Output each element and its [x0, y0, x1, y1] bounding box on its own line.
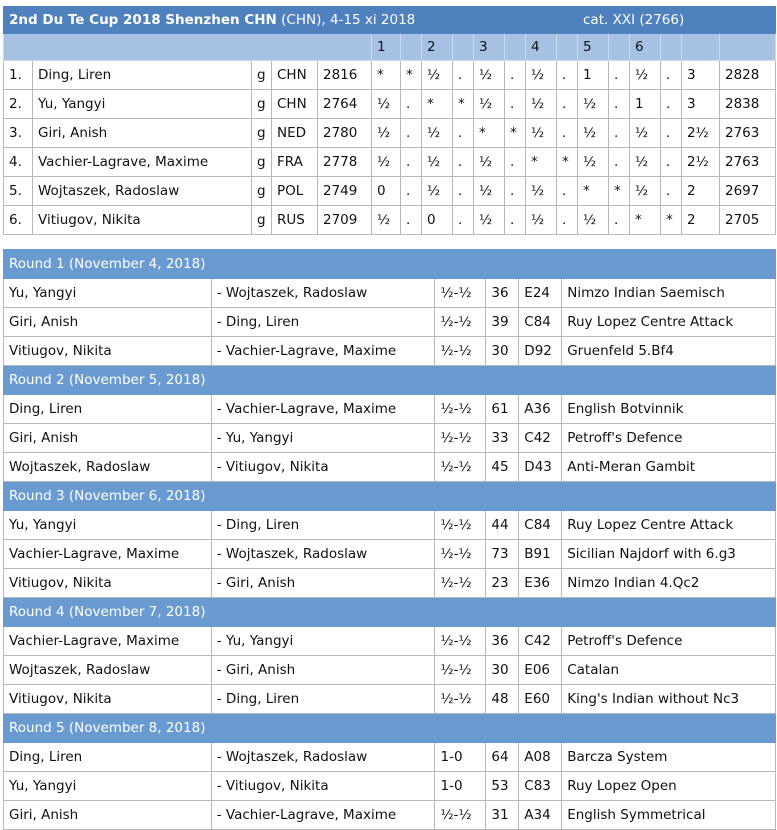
game-eco: E60: [519, 685, 562, 714]
player-title: g: [252, 90, 272, 119]
result-cell: ½: [526, 119, 557, 148]
result-cell: ½: [474, 206, 505, 235]
game-row: [4, 627, 776, 656]
game-eco: D92: [519, 337, 562, 366]
result-cell: .: [453, 177, 474, 206]
game-moves: 36: [486, 627, 519, 656]
white-player: Yu, Yangyi: [4, 772, 212, 801]
round-number-spacer: [453, 34, 474, 61]
white-player: Giri, Anish: [4, 424, 212, 453]
result-cell: .: [401, 206, 422, 235]
black-player: - Vachier-Lagrave, Maxime: [211, 801, 435, 830]
white-player: Ding, Liren: [4, 395, 212, 424]
white-player: Giri, Anish: [4, 801, 212, 830]
round-number-6: 6: [630, 34, 661, 61]
game-row: [4, 308, 776, 337]
black-player: - Wojtaszek, Radoslaw: [211, 540, 435, 569]
round-number-5: 5: [578, 34, 609, 61]
game-moves: 48: [486, 685, 519, 714]
round-number-4: 4: [526, 34, 557, 61]
result-cell: 1: [630, 90, 661, 119]
result-cell: *: [578, 177, 609, 206]
round-number-header-row: [4, 34, 776, 61]
result-cell: .: [661, 177, 682, 206]
standings-row: [4, 177, 776, 206]
result-cell: .: [453, 119, 474, 148]
black-player: - Vachier-Lagrave, Maxime: [211, 395, 435, 424]
result-cell: *: [661, 206, 682, 235]
standings-row: [4, 90, 776, 119]
result-cell: .: [609, 119, 630, 148]
result-cell: .: [505, 206, 526, 235]
result-cell: ½: [578, 148, 609, 177]
game-opening: Sicilian Najdorf with 6.g3: [562, 540, 776, 569]
game-result: ½-½: [435, 685, 486, 714]
game-opening: Barcza System: [562, 743, 776, 772]
result-cell: 1: [578, 61, 609, 90]
player-performance: 2705: [720, 206, 776, 235]
white-player: Wojtaszek, Radoslaw: [4, 656, 212, 685]
game-eco: A08: [519, 743, 562, 772]
standings-row: [4, 119, 776, 148]
player-rank: 3.: [4, 119, 33, 148]
game-eco: E24: [519, 279, 562, 308]
round-header-row: [4, 250, 776, 279]
white-player: Wojtaszek, Radoslaw: [4, 453, 212, 482]
game-row: [4, 424, 776, 453]
game-moves: 36: [486, 279, 519, 308]
result-cell: ½: [474, 177, 505, 206]
result-cell: ½: [372, 148, 401, 177]
player-title: g: [252, 148, 272, 177]
black-player: - Yu, Yangyi: [211, 424, 435, 453]
result-cell: .: [557, 177, 578, 206]
white-player: Vitiugov, Nikita: [4, 337, 212, 366]
game-opening: Nimzo Indian Saemisch: [562, 279, 776, 308]
round-number-spacer: [557, 34, 578, 61]
round-number-spacer: [401, 34, 422, 61]
result-cell: .: [661, 90, 682, 119]
header-spacer: [720, 34, 776, 61]
tournament-header-row: [4, 7, 776, 34]
game-eco: C84: [519, 511, 562, 540]
tournament-category: cat. XXI (2766): [578, 7, 776, 34]
round-number-spacer: [609, 34, 630, 61]
tournament-country: (CHN): [281, 12, 322, 28]
game-moves: 39: [486, 308, 519, 337]
result-cell: .: [557, 119, 578, 148]
game-row: [4, 540, 776, 569]
result-cell: .: [401, 119, 422, 148]
crosstable: [3, 6, 776, 235]
player-score: 2: [682, 177, 720, 206]
game-opening: English Botvinnik: [562, 395, 776, 424]
result-cell: ½: [630, 148, 661, 177]
standings-row: [4, 206, 776, 235]
game-eco: D43: [519, 453, 562, 482]
game-moves: 73: [486, 540, 519, 569]
result-cell: .: [609, 90, 630, 119]
player-rating: 2749: [318, 177, 372, 206]
black-player: - Yu, Yangyi: [211, 627, 435, 656]
result-cell: ½: [422, 61, 453, 90]
round-number-1: 1: [372, 34, 401, 61]
round-number-spacer: [505, 34, 526, 61]
result-cell: *: [401, 61, 422, 90]
game-row: [4, 279, 776, 308]
game-row: [4, 453, 776, 482]
black-player: - Vitiugov, Nikita: [211, 772, 435, 801]
result-cell: ½: [526, 177, 557, 206]
game-row: [4, 337, 776, 366]
games-table: [3, 249, 776, 830]
result-cell: .: [609, 61, 630, 90]
result-cell: ½: [578, 206, 609, 235]
game-moves: 31: [486, 801, 519, 830]
result-cell: ½: [372, 119, 401, 148]
result-cell: .: [609, 148, 630, 177]
result-cell: .: [609, 206, 630, 235]
white-player: Vitiugov, Nikita: [4, 685, 212, 714]
player-title: g: [252, 177, 272, 206]
player-rating: 2816: [318, 61, 372, 90]
player-score: 3: [682, 90, 720, 119]
result-cell: .: [557, 206, 578, 235]
standings-row: [4, 148, 776, 177]
white-player: Vachier-Lagrave, Maxime: [4, 540, 212, 569]
round-label: Round 4 (November 7, 2018): [4, 598, 776, 627]
black-player: - Vitiugov, Nikita: [211, 453, 435, 482]
result-cell: .: [505, 61, 526, 90]
result-cell: .: [401, 177, 422, 206]
player-title: g: [252, 61, 272, 90]
round-number-3: 3: [474, 34, 505, 61]
result-cell: .: [401, 90, 422, 119]
game-row: [4, 395, 776, 424]
result-cell: *: [505, 119, 526, 148]
player-name: Ding, Liren: [33, 61, 252, 90]
game-eco: E36: [519, 569, 562, 598]
result-cell: .: [453, 148, 474, 177]
tournament-title: [4, 7, 578, 34]
game-opening: Petroff's Defence: [562, 424, 776, 453]
result-cell: ½: [372, 206, 401, 235]
result-cell: ½: [526, 206, 557, 235]
game-moves: 30: [486, 656, 519, 685]
player-rank: 1.: [4, 61, 33, 90]
game-result: ½-½: [435, 627, 486, 656]
player-performance: 2763: [720, 148, 776, 177]
player-name: Yu, Yangyi: [33, 90, 252, 119]
game-row: [4, 569, 776, 598]
result-cell: *: [422, 90, 453, 119]
result-cell: ½: [474, 61, 505, 90]
player-score: 2½: [682, 148, 720, 177]
result-cell: *: [557, 148, 578, 177]
player-performance: 2838: [720, 90, 776, 119]
result-cell: ½: [474, 90, 505, 119]
result-cell: .: [557, 90, 578, 119]
game-opening: Ruy Lopez Centre Attack: [562, 308, 776, 337]
game-opening: Ruy Lopez Open: [562, 772, 776, 801]
game-result: ½-½: [435, 656, 486, 685]
game-opening: Nimzo Indian 4.Qc2: [562, 569, 776, 598]
game-eco: C42: [519, 424, 562, 453]
white-player: Yu, Yangyi: [4, 511, 212, 540]
game-result: ½-½: [435, 801, 486, 830]
black-player: - Giri, Anish: [211, 569, 435, 598]
game-result: ½-½: [435, 395, 486, 424]
black-player: - Ding, Liren: [211, 685, 435, 714]
tournament-dates: , 4-15 xi 2018: [321, 12, 416, 28]
player-rating: 2764: [318, 90, 372, 119]
player-score: 2½: [682, 119, 720, 148]
game-result: ½-½: [435, 308, 486, 337]
result-cell: *: [474, 119, 505, 148]
result-cell: .: [453, 61, 474, 90]
game-opening: Ruy Lopez Centre Attack: [562, 511, 776, 540]
result-cell: ½: [630, 119, 661, 148]
result-cell: *: [630, 206, 661, 235]
game-eco: C84: [519, 308, 562, 337]
result-cell: ½: [372, 90, 401, 119]
player-name: Vitiugov, Nikita: [33, 206, 252, 235]
result-cell: ½: [526, 61, 557, 90]
round-header-row: [4, 714, 776, 743]
player-rating: 2780: [318, 119, 372, 148]
player-title: g: [252, 119, 272, 148]
black-player: - Wojtaszek, Radoslaw: [211, 743, 435, 772]
result-cell: ½: [422, 119, 453, 148]
player-rank: 5.: [4, 177, 33, 206]
player-federation: POL: [272, 177, 318, 206]
player-name: Vachier-Lagrave, Maxime: [33, 148, 252, 177]
round-header-row: [4, 482, 776, 511]
result-cell: .: [505, 148, 526, 177]
player-federation: RUS: [272, 206, 318, 235]
game-result: 1-0: [435, 772, 486, 801]
game-opening: Petroff's Defence: [562, 627, 776, 656]
game-moves: 45: [486, 453, 519, 482]
game-eco: E06: [519, 656, 562, 685]
player-score: 3: [682, 61, 720, 90]
result-cell: .: [505, 90, 526, 119]
result-cell: ½: [422, 148, 453, 177]
round-label: Round 5 (November 8, 2018): [4, 714, 776, 743]
result-cell: ½: [474, 148, 505, 177]
player-federation: FRA: [272, 148, 318, 177]
result-cell: .: [661, 61, 682, 90]
game-row: [4, 743, 776, 772]
white-player: Giri, Anish: [4, 308, 212, 337]
player-federation: CHN: [272, 61, 318, 90]
result-cell: 0: [422, 206, 453, 235]
header-spacer: [4, 34, 372, 61]
result-cell: ½: [578, 90, 609, 119]
game-result: ½-½: [435, 337, 486, 366]
player-score: 2: [682, 206, 720, 235]
player-title: g: [252, 206, 272, 235]
game-result: ½-½: [435, 540, 486, 569]
result-cell: *: [372, 61, 401, 90]
player-rating: 2709: [318, 206, 372, 235]
round-header-row: [4, 366, 776, 395]
game-opening: King's Indian without Nc3: [562, 685, 776, 714]
result-cell: ½: [630, 61, 661, 90]
game-row: [4, 685, 776, 714]
game-eco: A36: [519, 395, 562, 424]
player-federation: CHN: [272, 90, 318, 119]
game-result: 1-0: [435, 743, 486, 772]
result-cell: ½: [578, 119, 609, 148]
round-header-row: [4, 598, 776, 627]
black-player: - Ding, Liren: [211, 511, 435, 540]
black-player: - Ding, Liren: [211, 308, 435, 337]
game-result: ½-½: [435, 279, 486, 308]
black-player: - Giri, Anish: [211, 656, 435, 685]
result-cell: .: [557, 61, 578, 90]
game-eco: C83: [519, 772, 562, 801]
tournament-name: 2nd Du Te Cup 2018 Shenzhen CHN: [9, 12, 277, 28]
white-player: Yu, Yangyi: [4, 279, 212, 308]
game-moves: 30: [486, 337, 519, 366]
game-row: [4, 772, 776, 801]
game-result: ½-½: [435, 511, 486, 540]
black-player: - Wojtaszek, Radoslaw: [211, 279, 435, 308]
result-cell: *: [526, 148, 557, 177]
game-result: ½-½: [435, 424, 486, 453]
player-performance: 2697: [720, 177, 776, 206]
player-name: Wojtaszek, Radoslaw: [33, 177, 252, 206]
round-label: Round 2 (November 5, 2018): [4, 366, 776, 395]
game-opening: Gruenfeld 5.Bf4: [562, 337, 776, 366]
result-cell: .: [453, 206, 474, 235]
game-row: [4, 511, 776, 540]
player-rank: 6.: [4, 206, 33, 235]
result-cell: 0: [372, 177, 401, 206]
header-spacer: [682, 34, 720, 61]
player-rating: 2778: [318, 148, 372, 177]
player-performance: 2828: [720, 61, 776, 90]
game-moves: 33: [486, 424, 519, 453]
white-player: Vachier-Lagrave, Maxime: [4, 627, 212, 656]
result-cell: *: [609, 177, 630, 206]
round-label: Round 3 (November 6, 2018): [4, 482, 776, 511]
game-moves: 64: [486, 743, 519, 772]
game-eco: A34: [519, 801, 562, 830]
game-opening: Catalan: [562, 656, 776, 685]
player-name: Giri, Anish: [33, 119, 252, 148]
white-player: Vitiugov, Nikita: [4, 569, 212, 598]
game-opening: English Symmetrical: [562, 801, 776, 830]
player-performance: 2763: [720, 119, 776, 148]
game-moves: 44: [486, 511, 519, 540]
round-number-2: 2: [422, 34, 453, 61]
game-result: ½-½: [435, 569, 486, 598]
game-eco: B91: [519, 540, 562, 569]
game-moves: 23: [486, 569, 519, 598]
round-number-spacer: [661, 34, 682, 61]
game-eco: C42: [519, 627, 562, 656]
result-cell: .: [505, 177, 526, 206]
player-rank: 4.: [4, 148, 33, 177]
standings-row: [4, 61, 776, 90]
game-row: [4, 656, 776, 685]
result-cell: *: [453, 90, 474, 119]
result-cell: .: [401, 148, 422, 177]
player-rank: 2.: [4, 90, 33, 119]
white-player: Ding, Liren: [4, 743, 212, 772]
round-label: Round 1 (November 4, 2018): [4, 250, 776, 279]
game-moves: 53: [486, 772, 519, 801]
player-federation: NED: [272, 119, 318, 148]
game-result: ½-½: [435, 453, 486, 482]
result-cell: .: [661, 148, 682, 177]
game-row: [4, 801, 776, 830]
black-player: - Vachier-Lagrave, Maxime: [211, 337, 435, 366]
result-cell: ½: [630, 177, 661, 206]
result-cell: ½: [422, 177, 453, 206]
game-opening: Anti-Meran Gambit: [562, 453, 776, 482]
game-moves: 61: [486, 395, 519, 424]
result-cell: ½: [526, 90, 557, 119]
result-cell: .: [661, 119, 682, 148]
